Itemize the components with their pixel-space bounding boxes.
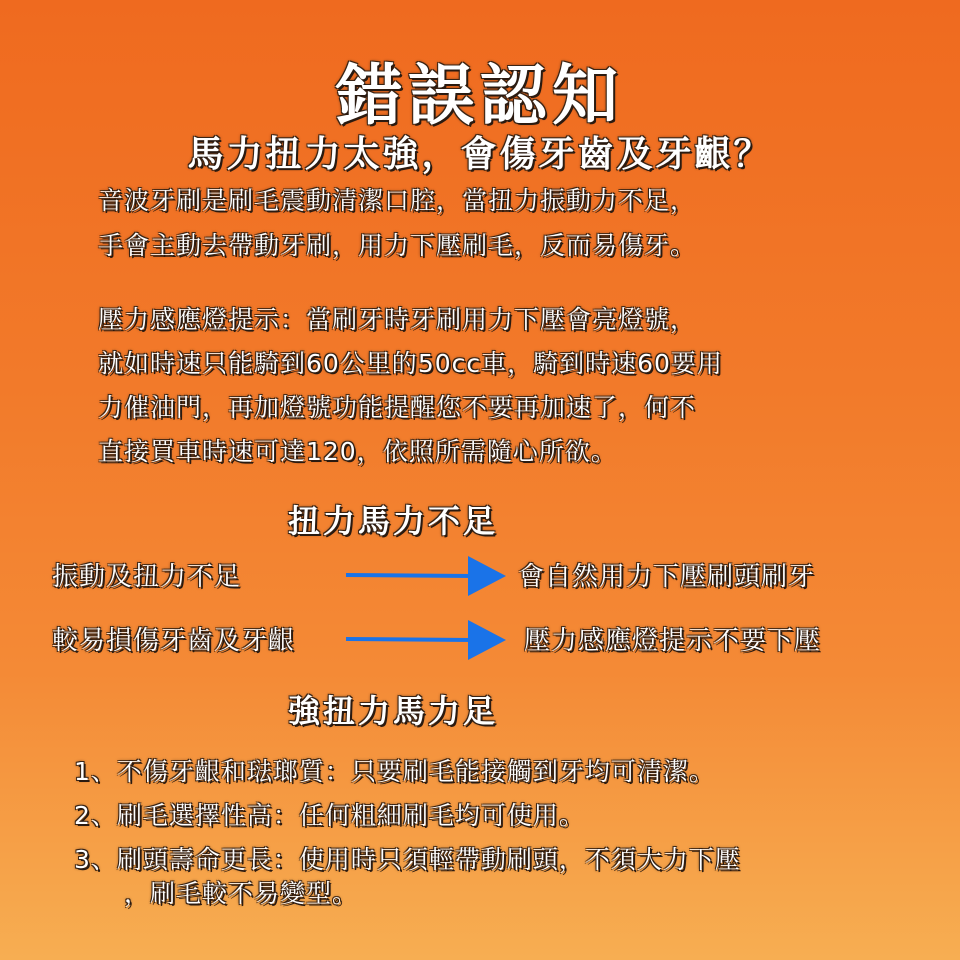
list-item: 2、刷毛選擇性高：任何粗細刷毛均可使用。 [74,801,585,830]
section-heading-insufficient: 扭力馬力不足 [288,502,499,540]
list-item: 1、不傷牙齦和琺瑯質：只要刷毛能接觸到牙均可清潔。 [74,757,715,786]
paragraph-line: 手會主動去帶動牙刷，用力下壓刷毛，反而易傷牙。 [98,231,697,260]
comparison-left: 振動及扭力不足 [52,562,242,592]
right-arrow-icon [344,550,514,600]
list-item: ，刷毛較不易變型。 [124,879,359,908]
paragraph-line: 力催油門，再加燈號功能提醒您不要再加速了，何不 [98,393,697,422]
section-heading-strong: 強扭力馬力足 [288,692,499,730]
paragraph-line: 壓力感應燈提示：當刷牙時牙刷用力下壓會亮燈號， [98,305,697,334]
page-title: 錯誤認知 [336,57,624,134]
comparison-left: 較易損傷牙齒及牙齦 [52,626,296,656]
comparison-right: 壓力感應燈提示不要下壓 [524,626,822,656]
paragraph-line: 直接買車時速可達120，依照所需隨心所欲。 [98,437,617,466]
right-arrow-icon [344,614,514,664]
page-subtitle: 馬力扭力太強，會傷牙齒及牙齦？ [187,134,773,175]
comparison-right: 會自然用力下壓刷頭刷牙 [518,562,816,592]
list-item: 3、刷頭壽命更長：使用時只須輕帶動刷頭，不須大力下壓 [74,845,741,874]
paragraph-line: 就如時速只能騎到60公里的50cc車，騎到時速60要用 [98,349,723,378]
paragraph-line: 音波牙刷是刷毛震動清潔口腔，當扭力振動力不足， [98,186,697,215]
